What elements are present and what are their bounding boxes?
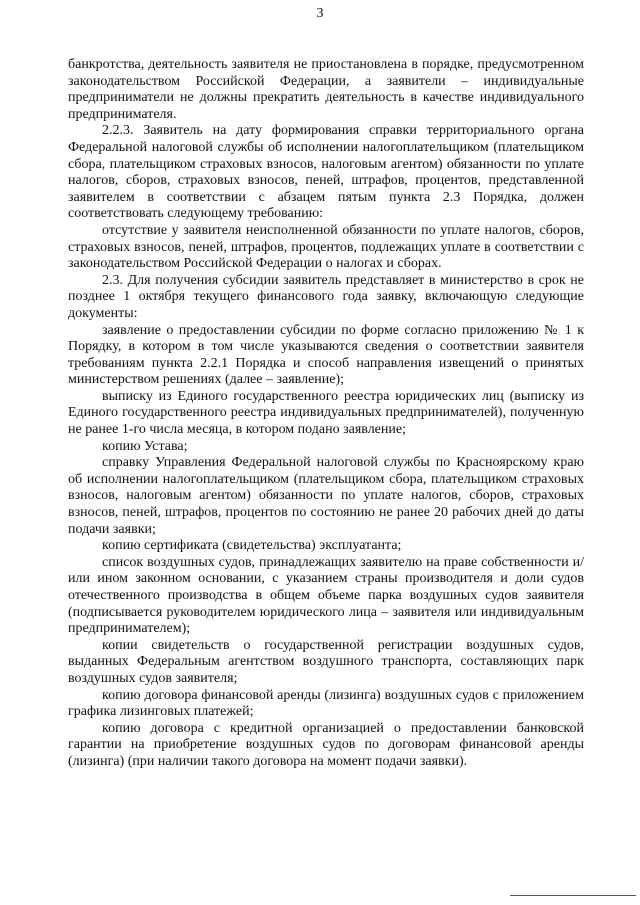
paragraph-2-3: 2.3. Для получения субсидии заявитель представляет в министерство в срок не позднее 1 октября текущего финансового года заявку, включающую следующие документы: — [68, 272, 584, 321]
list-item-bank-guarantee: копию договора с кредитной организацией о предоставлении банковской гарантии на приобретение воздушных судов по договорам финансовой аренды (лизинга) (при наличии такого договора на момент подачи заявки). — [68, 720, 584, 769]
list-item-tax-certificate: справку Управления Федеральной налоговой службы по Красноярскому краю об исполнении налогоплательщиком (плательщиком сбора, плательщиком страховых взносов, налоговым агентом) обязанности по уплате налогов, сборов, страховых взносов, пеней, штрафов, процентов по состоянию не ранее 20 рабочих дней до даты подачи заявки; — [68, 455, 584, 537]
paragraph-no-tax-debt: отсутствие у заявителя неисполненной обязанности по уплате налогов, сборов, страховых взносов, пеней, штрафов, процентов, подлежащих уплате в соответствии с законодательством Российской Федерации о налогах и сборах. — [68, 222, 584, 272]
scan-edge-line — [510, 895, 636, 896]
list-item-charter-copy: копию Устава; — [102, 438, 188, 454]
list-item-leasing-contract: копию договора финансовой аренды (лизинга) воздушных судов с приложением графика лизинговых платежей; — [68, 687, 584, 720]
list-item-application: заявление о предоставлении субсидии по форме согласно приложению № 1 к Порядку, в котором в том числе указываются сведения о соответствии заявителя требованиям пункта 2.2.1 Порядка и способ направления извещений о принятых министерством решениях (далее – заявление); — [68, 322, 584, 388]
list-item-registry-extract: выписку из Единого государственного реестра юридических лиц (выписку из Единого государственного реестра индивидуальных предпринимателей), полученную не ранее 1-го числа месяца, в котором подано заявление; — [68, 388, 584, 438]
list-item-aircraft-list: список воздушных судов, принадлежащих заявителю на праве собственности и/или ином законном основании, с указанием страны производителя и доли судов отечественного производства в общем объеме парка воздушных судов заявителя (подписывается руководителем юридического лица – заявителя или индивидуальным предпринимателем); — [68, 554, 584, 637]
paragraph-2-2-3: 2.2.3. Заявитель на дату формирования справки территориального органа Федеральной налоговой службы об исполнении налогоплательщиком (плательщиком сбора, плательщиком страховых взносов, налоговым агентом) обязанности по уплате налогов, сборов, страховых взносов, пеней, штрафов, процентов, представленной заявителем в соответствии с абзацем пятым пункта 2.3 Порядка, должен соответствовать следующему требованию: — [68, 123, 584, 222]
document-body — [68, 57, 584, 771]
page-number: 3 — [316, 6, 324, 21]
list-item-aircraft-registration: копии свидетельств о государственной регистрации воздушных судов, выданных Федеральным агентством воздушного транспорта, составляющих парк воздушных судов заявителя; — [68, 637, 584, 686]
list-item-operator-certificate: копию сертификата (свидетельства) эксплуатанта; — [102, 538, 402, 554]
paragraph-bankruptcy-continuation: банкротства, деятельность заявителя не приостановлена в порядке, предусмотренном законодательством Российской Федерации, а заявители – индивидуальные предприниматели не должны прекратить деятельность в качестве индивидуального предпринимателя. — [68, 57, 584, 122]
